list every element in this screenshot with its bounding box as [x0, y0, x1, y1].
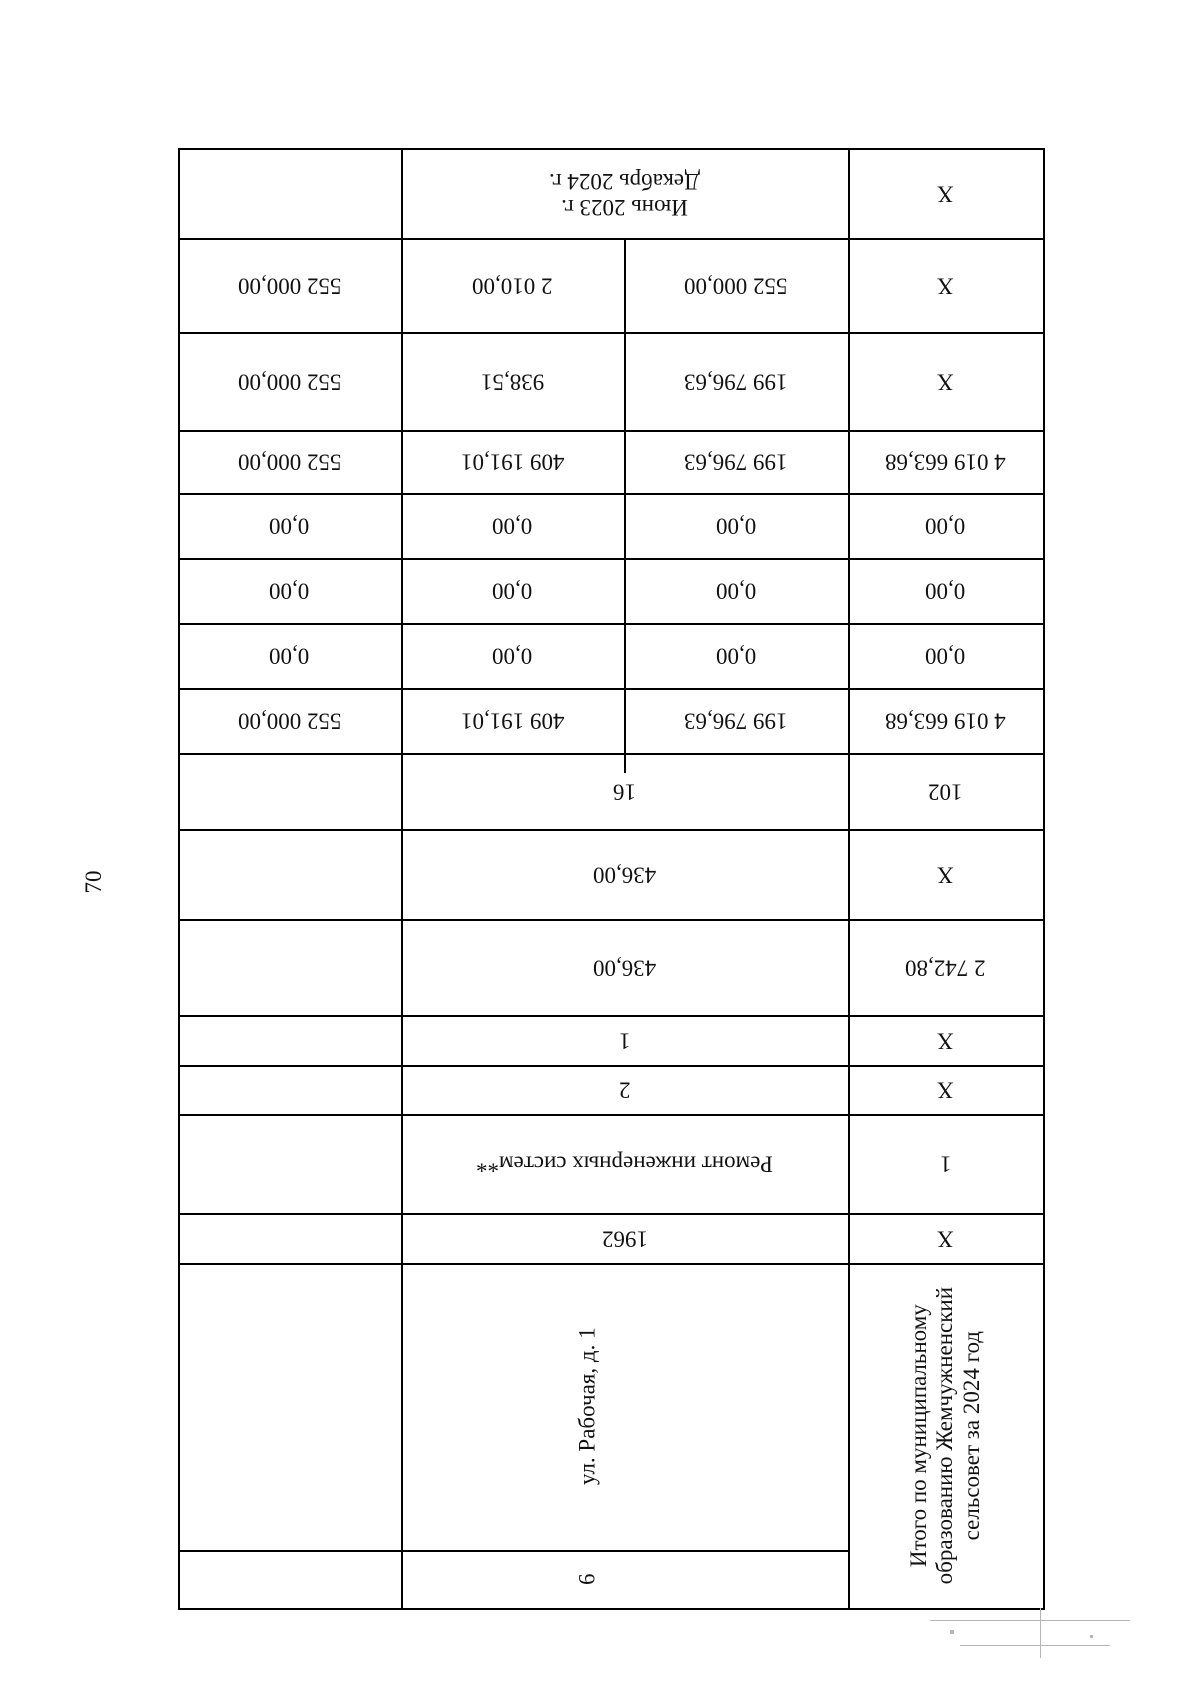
- cell: 0,00: [269, 643, 310, 669]
- total-label-line: сельсовет за 2024 год: [958, 1330, 984, 1541]
- cell: 552 000,00: [237, 449, 342, 475]
- cell: 0,00: [925, 643, 966, 669]
- budget-table-rotated: [178, 148, 1045, 1610]
- municipal-total-cell: [848, 1263, 1043, 1608]
- cell: 4 019 663,68: [885, 449, 1006, 475]
- cell: 409 191,01: [460, 708, 565, 734]
- implementation-period-cell: [401, 148, 848, 238]
- cell: 0,00: [715, 578, 757, 604]
- row-number-cell: 6: [574, 1573, 600, 1585]
- cell: 2 010,00: [472, 273, 553, 299]
- cell: 1: [939, 1151, 952, 1177]
- cell: 199 796,63: [684, 708, 788, 734]
- cell: 0,00: [269, 513, 310, 539]
- cell: 552 000,00: [237, 708, 342, 734]
- period-end: Декабрь 2024 г.: [549, 168, 700, 193]
- cell: X: [937, 369, 954, 395]
- header-x-cell: X: [937, 181, 954, 207]
- cell: 199 796,63: [684, 449, 788, 475]
- cell: X: [937, 273, 954, 299]
- cell: 16: [613, 779, 636, 805]
- cell: X: [937, 1077, 954, 1103]
- cell: X: [937, 862, 954, 888]
- cell: 436,00: [592, 862, 657, 888]
- cell: 938,51: [480, 369, 545, 395]
- cell: 102: [928, 779, 963, 805]
- work-type-cell: Ремонт инженерных систем**: [476, 1151, 773, 1177]
- total-label-line: образованию Жемчужненский: [932, 1286, 958, 1585]
- cell: X: [937, 1028, 954, 1054]
- total-label-line: Итого по муниципальному: [905, 1304, 931, 1567]
- cell: 2: [618, 1077, 631, 1103]
- cell: 2 742,80: [905, 955, 986, 981]
- cell: 409 191,01: [460, 449, 565, 475]
- cell: 4 019 663,68: [885, 708, 1006, 734]
- cell: 552 000,00: [684, 273, 788, 299]
- cell: 552 000,00: [237, 369, 342, 395]
- cell: 0,00: [925, 513, 966, 539]
- cell: 0,00: [269, 578, 310, 604]
- cell: 552 000,00: [237, 273, 342, 299]
- address-cell: ул. Рабочая, д. 1: [574, 1327, 600, 1486]
- period-start: Июнь 2023 г.: [561, 194, 688, 220]
- page-number: 70: [81, 870, 106, 894]
- cell: 0,00: [492, 578, 533, 604]
- cell: 436,00: [592, 955, 657, 981]
- faint-stamp-mark: [920, 1600, 1140, 1670]
- cell: X: [937, 1226, 954, 1252]
- cell: 0,00: [715, 513, 757, 539]
- cell: 199 796,63: [684, 369, 788, 395]
- cell: 0,00: [492, 643, 533, 669]
- cell: 0,00: [492, 513, 533, 539]
- cell: 1: [618, 1028, 631, 1054]
- build-year-cell: 1962: [601, 1226, 648, 1252]
- cell: 0,00: [925, 578, 966, 604]
- cell: 0,00: [715, 643, 757, 669]
